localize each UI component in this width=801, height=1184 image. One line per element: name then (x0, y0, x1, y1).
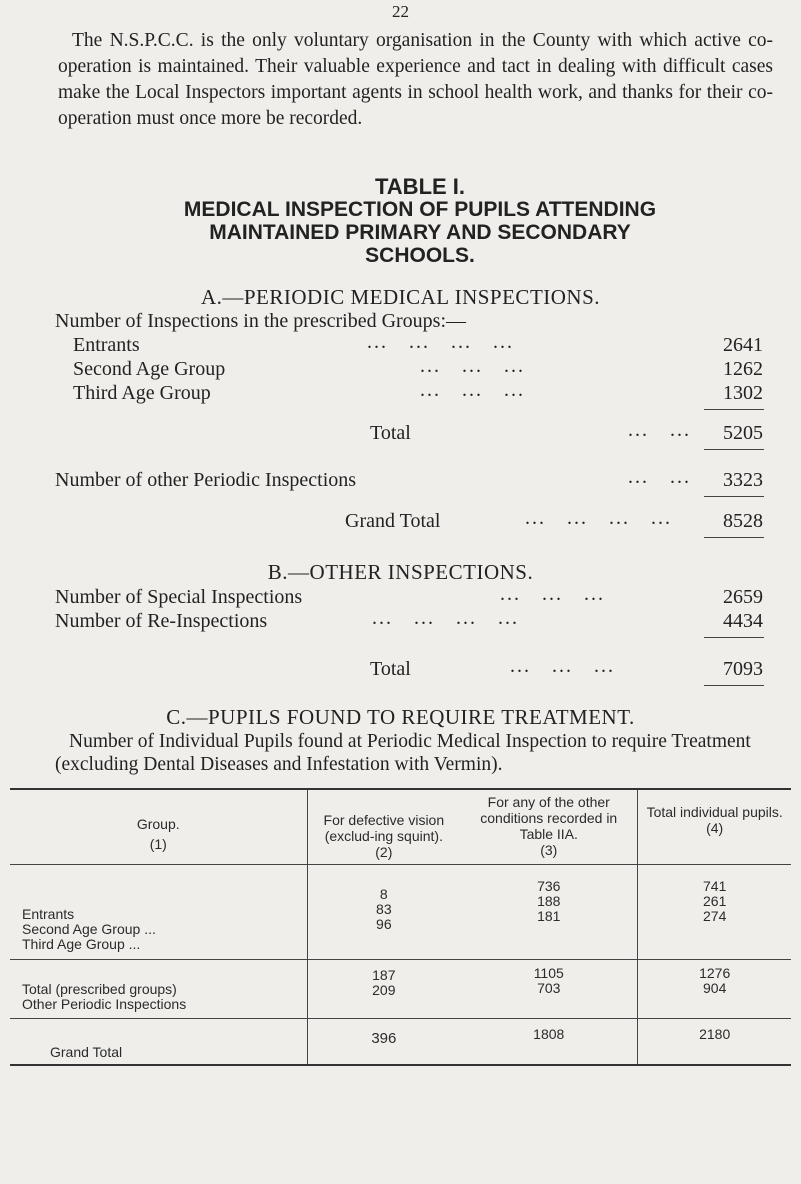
row-value: 3323 (723, 469, 763, 491)
row-second-age-group: Second Age Group ... ... ... 1262 (73, 355, 763, 380)
page-number: 22 (392, 2, 409, 21)
cell-other: 1808 (533, 1026, 565, 1042)
cell-total: 1276 904 (638, 960, 791, 1019)
treatment-table (10, 788, 791, 1066)
section-c-body: Number of Individual Pupils found at Periodic Medical Inspection to require Treatment (excluding Dental Diseases and Infestation with Vermin). (55, 731, 751, 775)
table-row (10, 865, 791, 960)
table-title-line-3: SCHOOLS. (365, 244, 475, 267)
row-label: Total (370, 658, 411, 680)
sum-rule (704, 409, 764, 410)
sum-rule (704, 537, 764, 538)
row-value: 2641 (723, 334, 763, 356)
sum-rule (704, 685, 764, 686)
row-special-inspections: Number of Special Inspections ... ... ... 2659 (55, 583, 763, 608)
header-vision: For defective vision (exclud-ing squint). (2) (307, 789, 460, 865)
cell-vision: 396 (307, 1019, 460, 1066)
table-title-line-1: MEDICAL INSPECTION OF PUPILS ATTENDING (183, 198, 657, 221)
row-label: Total (370, 422, 411, 444)
intro-paragraph: The N.S.P.C.C. is the only voluntary organisation in the County with which active co-operation is maintained. Their valuable experience and tact in dealing with difficult cases make the Local Inspectors important agents in school health work, and thanks for their co-operation must once more be recorded. (58, 30, 773, 129)
section-c-text (55, 730, 775, 776)
row-value: 5205 (723, 422, 763, 444)
row-value: 2659 (723, 586, 763, 608)
row-grand-total: Grand Total ... ... ... ... 8528 (345, 507, 763, 532)
row-re-inspections: Number of Re-Inspections ... ... ... ... 4434 (55, 607, 763, 632)
cell-group: Total (prescribed groups) Other Periodic Inspections (22, 981, 187, 1012)
row-value: 8528 (723, 510, 763, 532)
section-a-heading: A.—PERIODIC MEDICAL INSPECTIONS. (200, 285, 601, 309)
sum-rule (704, 449, 764, 450)
row-value: 4434 (723, 610, 763, 632)
sum-rule (704, 496, 764, 497)
cell-group: Grand Total (50, 1044, 123, 1060)
section-c-heading: C.—PUPILS FOUND TO REQUIRE TREATMENT. (166, 705, 635, 729)
row-entrants: Entrants ... ... ... ... 2641 (73, 331, 763, 356)
row-value: 1262 (723, 358, 763, 380)
row-value: 7093 (723, 658, 763, 680)
cell-total: 741 261 274 (638, 865, 791, 960)
row-third-age-group: Third Age Group ... ... ... 1302 (73, 379, 763, 404)
header-other-conditions: For any of the other conditions recorded in Table IIA. (3) (480, 794, 618, 858)
row-label: Number of other Periodic Inspections (55, 469, 357, 491)
cell-group: Entrants Second Age Group ... Third Age Group ... (22, 906, 156, 952)
row-other-periodic: Number of other Periodic Inspections ... ... 3323 (55, 466, 763, 491)
row-section-b-total: Total ... ... ... 7093 (370, 655, 763, 680)
row-label: Entrants (73, 334, 140, 356)
table-title-line-2: MAINTAINED PRIMARY AND SECONDARY (209, 221, 631, 244)
table-title-number: TABLE I. (374, 174, 466, 199)
header-group: Group. (1) (136, 816, 180, 852)
cell-other: 736 188 181 (537, 878, 561, 924)
cell-other: 1105 703 (533, 965, 564, 996)
row-label: Second Age Group (73, 358, 226, 380)
cell-total: 2180 (638, 1019, 791, 1066)
cell-vision: 8 83 96 (307, 865, 460, 960)
cell-vision: 187 209 (307, 960, 460, 1019)
row-label: Third Age Group (73, 382, 211, 404)
treatment-table-header (10, 789, 791, 865)
header-total: Total individual pupils. (4) (638, 789, 791, 865)
table-title (40, 175, 800, 267)
row-value: 1302 (723, 382, 763, 404)
row-label: Number of Special Inspections (55, 586, 303, 608)
table-row (10, 960, 791, 1019)
row-label: Number of Re-Inspections (55, 610, 268, 632)
section-b-heading: B.—OTHER INSPECTIONS. (267, 560, 534, 584)
sum-rule (704, 637, 764, 638)
row-label: Grand Total (345, 510, 441, 532)
section-a-intro: Number of Inspections in the prescribed Groups:— (55, 310, 467, 332)
row-section-a-total: Total ... ... 5205 (370, 419, 763, 444)
table-row (10, 1019, 791, 1066)
